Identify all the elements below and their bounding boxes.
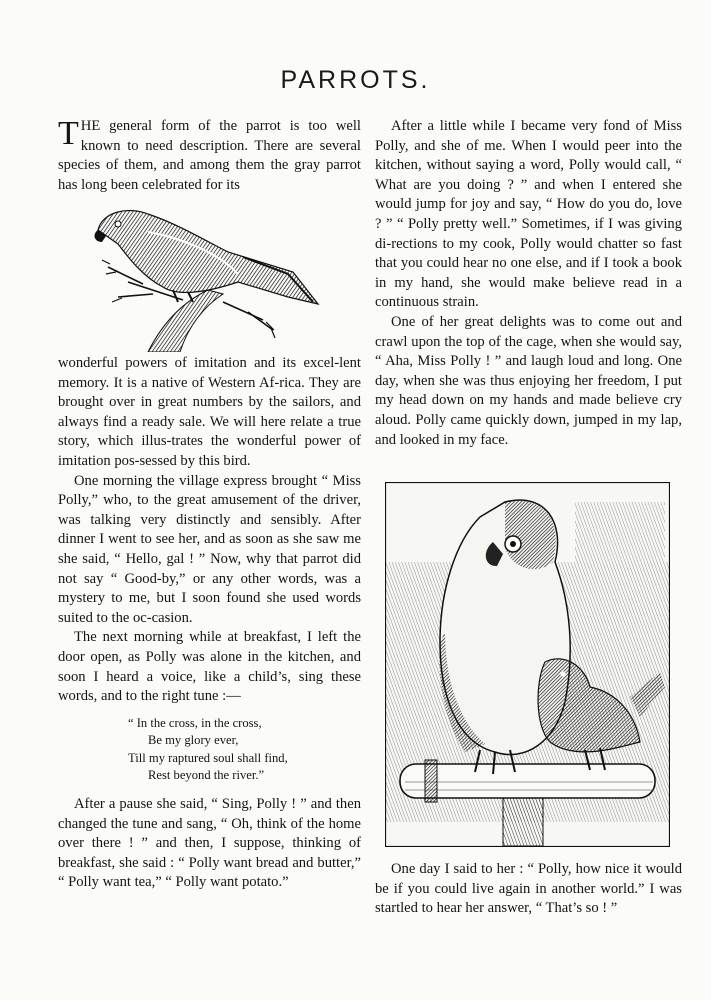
verse-line: “ In the cross, in the cross, bbox=[128, 715, 262, 730]
verse-line: Till my raptured soul shall find, bbox=[128, 750, 288, 765]
right-column-bottom bbox=[375, 860, 682, 919]
drop-cap: T bbox=[58, 115, 79, 152]
right-column-top bbox=[375, 117, 682, 450]
parrot-on-branch-illustration bbox=[88, 202, 328, 352]
paragraph-5: After a little while I became very fond of Miss Polly, and she of me. When I would peer into the kitchen, without saying a word, Polly would call, “ What are you doing ? ” and when I entered she would jump for joy and say, “ How do you do, love ? ” “ Polly pretty well.” Sometimes, if I was giving di-rections to my cook, Polly would chatter so fast that you could hear no one else, and if I took a book in my hand, she would make believe read in a continuous strain. bbox=[375, 118, 682, 311]
verse-line: Rest beyond the river.” bbox=[148, 768, 265, 783]
paragraph-1-continued: wonderful powers of imitation and its excel-lent memory. It is a native of Western Af-rica. They are brought over in great numbers by the sailors, and always find a ready sale. We will here relate a true story, which illus-trates the wonderful power of imitation pos-sessed by this bird. bbox=[58, 355, 361, 469]
left-column-top bbox=[58, 117, 361, 195]
paragraph-1-start bbox=[58, 117, 361, 195]
parrot-and-sparrow-illustration bbox=[385, 482, 670, 847]
paragraph-3: The next morning while at breakfast, I left the door open, as Polly was alone in the kitchen, and soon I heard a voice, like a child’s, sing these words, and to the right tune :— bbox=[58, 629, 361, 705]
verse-line: Be my glory ever, bbox=[148, 733, 239, 748]
paragraph-2: One morning the village express brought “ Miss Polly,” who, to the great amusement of the driver, was talking very distinctly and sensibly. After dinner I went to see her, and as soon as she saw me she said, “ Hello, gal ! ” Now, why that parrot did not say “ Good-by,” or any other words, was a mystery to me, but I soon found she used words suited to the oc-casion. bbox=[58, 472, 361, 626]
left-column-bottom bbox=[58, 354, 361, 893]
paragraph-1-text: HE general form of the parrot is too well known to need description. There are several species of them, and among them the gray parrot has long been celebrated for its bbox=[58, 118, 361, 193]
page-title: PARROTS. bbox=[280, 66, 431, 94]
paragraph-4: After a pause she said, “ Sing, Polly ! ” and then changed the tune and sang, “ Oh, think of the home over there ! ” and then, I suppose, thinking of breakfast, she said : “ Polly want bread and butter,” “ Polly want tea,” “ Polly want potato.” bbox=[58, 796, 361, 891]
paragraph-7: One day I said to her : “ Polly, how nice it would be if you could live again in another world.” I was startled to hear her answer, “ That’s so ! ” bbox=[375, 861, 682, 917]
paragraph-6: One of her great delights was to come out and crawl upon the top of the cage, when she would say, “ Aha, Miss Polly ! ” and laugh loud and long. One day, when she was thus enjoying her freedom, I put my head down on my hands and made believe cry aloud. Polly came quickly down, jumped in my lap, and looked in my face. bbox=[375, 313, 682, 448]
hymn-verse bbox=[128, 715, 361, 785]
